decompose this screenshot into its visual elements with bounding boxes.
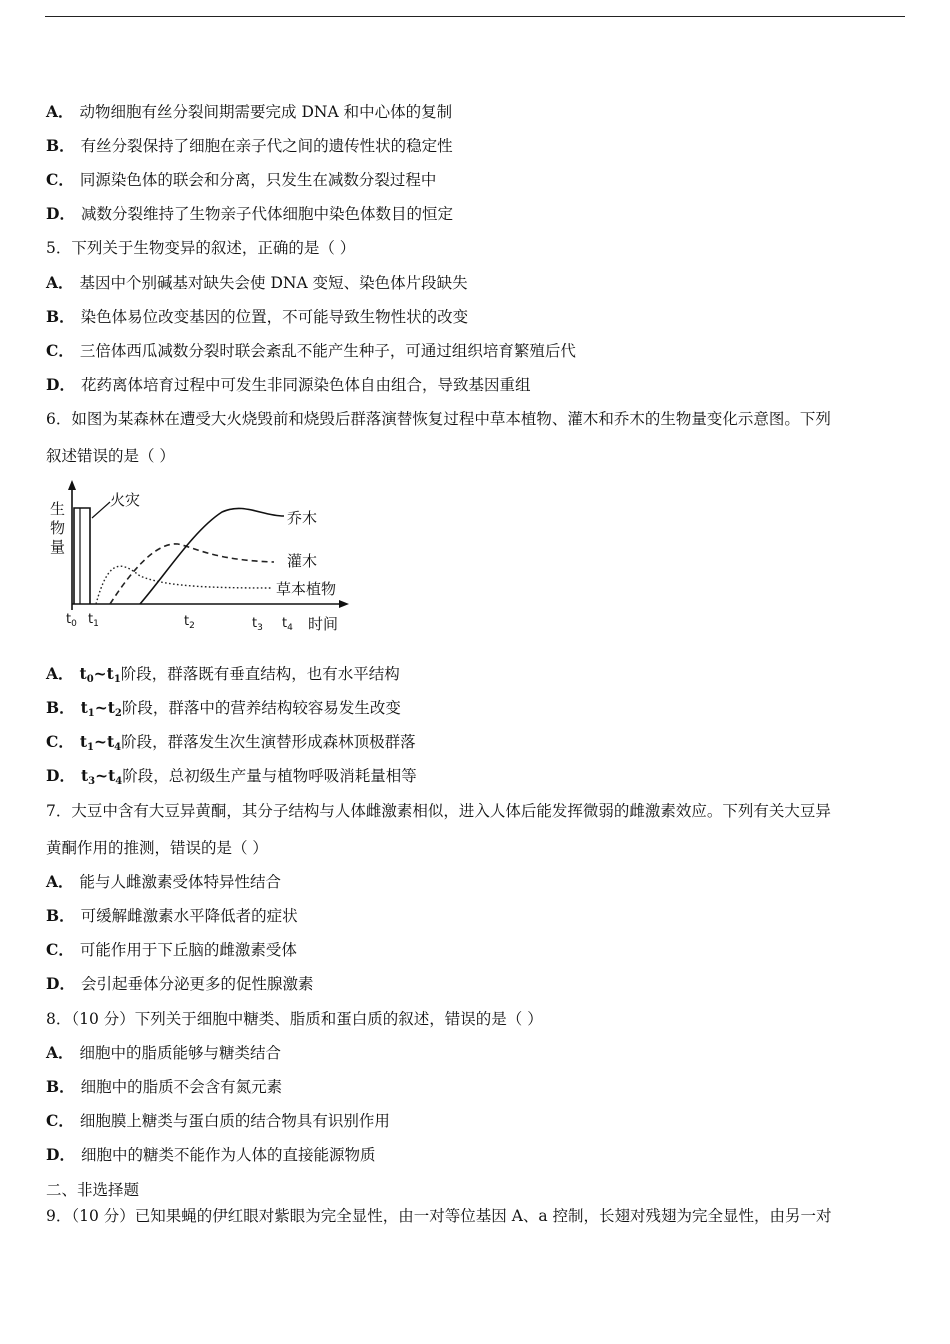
q7-option-a [46,872,281,892]
tick-t0: $t_0$ [66,612,77,629]
range-start: $t_3\sim t_4$ [80,766,123,787]
option-text: 能与人雌激素受体特异性结合 [79,873,282,891]
x-axis-arrow [339,600,349,608]
tick-t2: $t_2$ [184,614,195,631]
biomass-succession-figure [44,478,354,636]
range-start: $t_1\sim t_4$ [79,732,122,753]
q8-option-d [46,1145,375,1165]
question-7-line-1: 7．大豆中含有大豆异黄酮，其分子结构与人体雌激素相似，进入人体后能发挥微弱的雌激素效应。下列有关大豆异 [46,802,831,820]
header-rule [45,16,905,17]
option-label: A． [46,102,74,121]
option-label: C． [46,170,74,189]
section-heading: 二、非选择题 [46,1181,140,1199]
question-6-line-1: 6．如图为某森林在遭受大火烧毁前和烧毁后群落演替恢复过程中草本植物、灌木和乔木的生物量变化示意图。下列 [46,410,831,428]
option-text: 细胞中的脂质不会含有氮元素 [80,1078,283,1096]
q8-option-a [46,1043,281,1063]
option-label: D． [46,1145,75,1164]
tick-t1: $t_1$ [88,612,99,629]
option-label: C． [46,940,74,959]
option-text: 会引起垂体分泌更多的促性腺激素 [80,975,314,993]
q5-option-c [46,341,576,361]
option-text: 可能作用于下丘脑的雌激素受体 [79,941,297,959]
option-text: 减数分裂维持了生物亲子代体细胞中染色体数目的恒定 [80,205,453,223]
range-start: $t_0\sim t_1$ [79,664,121,685]
option-text: 阶段，群落发生次生演替形成森林顶极群落 [121,733,416,751]
q5-option-d [46,375,530,395]
option-text: 阶段，群落既有垂直结构，也有水平结构 [120,665,400,683]
q8-option-b [46,1077,282,1097]
q5-option-b [46,307,468,327]
option-text: 花药离体培育过程中可发生非同源染色体自由组合，导致基因重组 [80,376,531,394]
q7-option-d [46,974,313,994]
option-text: 细胞中的糖类不能作为人体的直接能源物质 [80,1146,376,1164]
pre-fire-biomass [74,508,90,604]
option-text: 细胞中的脂质能够与糖类结合 [79,1044,282,1062]
option-label: D． [46,974,75,993]
question-7-line-2: 黄酮作用的推测，错误的是（ ） [46,839,268,857]
question-8: 8．（10 分）下列关于细胞中糖类、脂质和蛋白质的叙述，错误的是（ ） [46,1010,543,1028]
question-6-line-2: 叙述错误的是（ ） [46,447,175,465]
option-label: A． [46,1043,74,1062]
option-label: C． [46,1111,74,1130]
option-label: B． [46,136,75,155]
series-label-herb: 草本植物 [276,580,337,598]
option-text: 可缓解雌激素水平降低者的症状 [80,907,298,925]
option-label: B． [46,307,75,326]
option-label: D． [46,766,75,785]
fire-label: 火灾 [110,491,141,509]
fire-pointer [92,502,110,518]
option-b [46,136,453,156]
series-label-shrub: 灌木 [287,552,318,570]
option-d [46,204,453,224]
q8-option-c [46,1111,390,1131]
option-text: 阶段，总初级生产量与植物呼吸消耗量相等 [122,767,417,785]
shrub-curve [110,544,274,604]
option-label: B． [46,1077,75,1096]
option-label: C． [46,732,74,751]
tick-t4: $t_4$ [282,616,293,633]
q6-option-d [46,766,417,786]
y-axis-arrow [68,480,76,490]
option-text: 动物细胞有丝分裂间期需要完成 DNA 和中心体的复制 [79,103,453,121]
q6-option-a [46,664,400,684]
tree-curve [140,508,284,604]
option-text: 同源染色体的联会和分离，只发生在减数分裂过程中 [79,171,437,189]
series-label-tree: 乔木 [287,509,318,527]
option-text: 三倍体西瓜减数分裂时联会紊乱不能产生种子，可通过组织培育繁殖后代 [79,342,576,360]
option-label: A． [46,664,74,683]
option-label: C． [46,341,74,360]
option-text: 细胞膜上糖类与蛋白质的结合物具有识别作用 [79,1112,390,1130]
option-label: A． [46,273,74,292]
option-text: 阶段，群落中的营养结构较容易发生改变 [121,699,401,717]
option-text: 有丝分裂保持了细胞在亲子代之间的遗传性状的稳定性 [80,137,453,155]
q7-option-b [46,906,298,926]
option-text: 染色体易位改变基因的位置，不可能导致生物性状的改变 [80,308,469,326]
question-5: 5．下列关于生物变异的叙述，正确的是（ ） [46,239,356,257]
range-start: $t_1\sim t_2$ [80,698,122,719]
q6-option-b [46,698,401,718]
q5-option-a [46,273,468,293]
option-label: D． [46,204,75,223]
option-text: 基因中个别碱基对缺失会使 DNA 变短、染色体片段缺失 [79,274,468,292]
option-label: A． [46,872,74,891]
q7-option-c [46,940,297,960]
option-label: B． [46,906,75,925]
x-axis-label: 时间 [308,615,339,633]
question-9: 9．（10 分）已知果蝇的伊红眼对紫眼为完全显性，由一对等位基因 A、a 控制，长翅对残翅为完全显性，由另一对 [46,1207,832,1225]
tick-t3: $t_3$ [252,616,263,633]
q6-option-c [46,732,416,752]
option-label: D． [46,375,75,394]
biomass-chart [44,478,354,636]
option-c [46,170,436,190]
y-axis-label: 生物量 [50,500,66,556]
option-label: B． [46,698,75,717]
option-a [46,102,452,122]
